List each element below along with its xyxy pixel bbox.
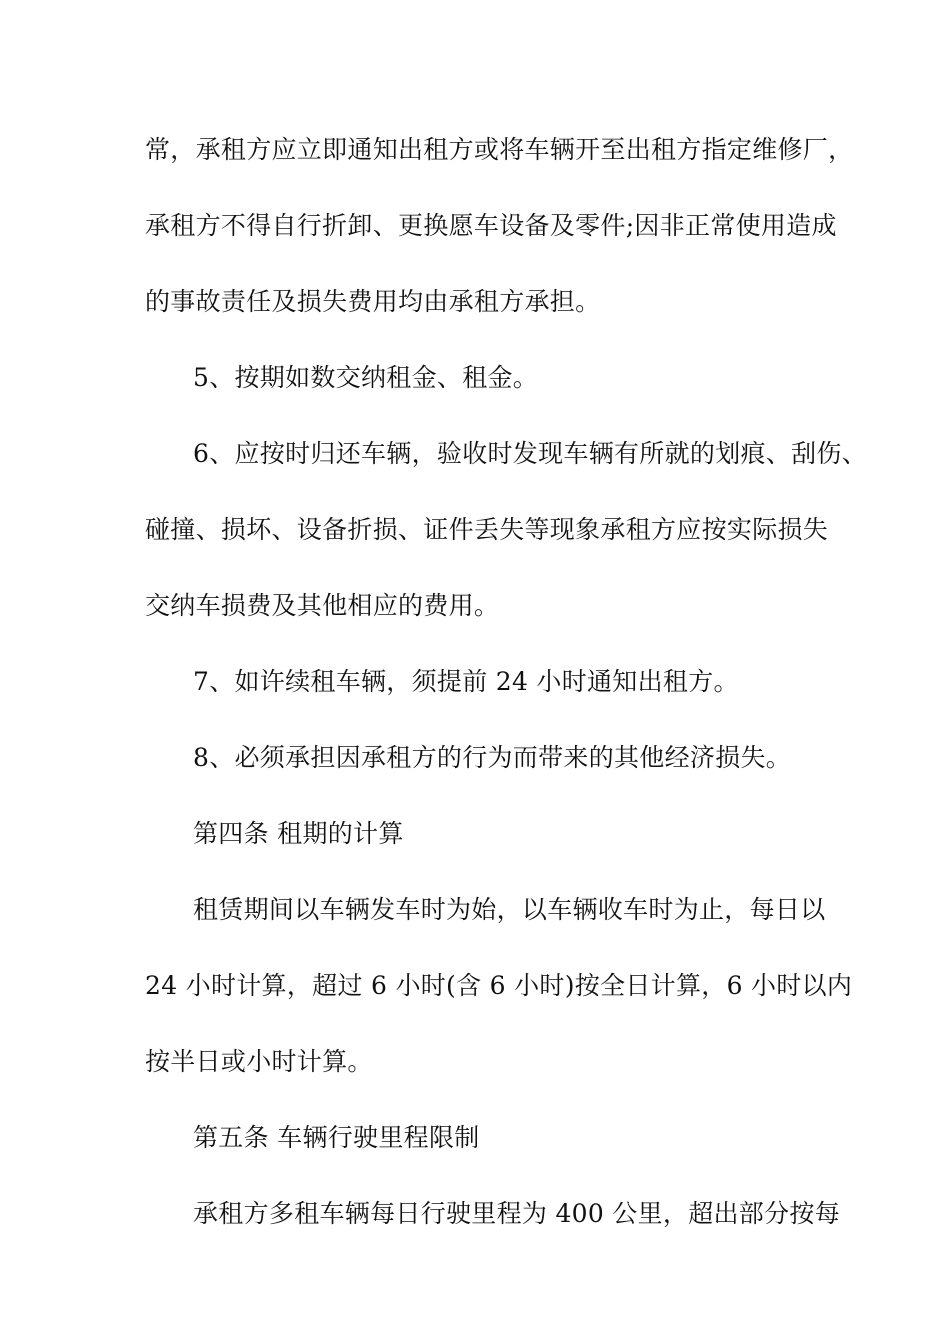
- list-item-6: 6、应按时归还车辆，验收时发现车辆有所就的划痕、刮伤、: [193, 439, 868, 468]
- text-line: 常，承租方应立即通知出租方或将车辆开至出租方指定维修厂，: [145, 135, 854, 164]
- text-line: 碰撞、损坏、设备折损、证件丢失等现象承租方应按实际损失: [145, 515, 829, 544]
- paragraph-line: 租赁期间以车辆发车时为始，以车辆收车时为止，每日以: [193, 895, 826, 924]
- section-heading-5: 第五条 车辆行驶里程限制: [193, 1123, 480, 1152]
- text-line: 的事故责任及损失费用均由承租方承担。: [145, 287, 601, 316]
- text-line: 交纳车损费及其他相应的费用。: [145, 591, 500, 620]
- paragraph-line: 承租方多租车辆每日行驶里程为 400 公里，超出部分按每: [193, 1199, 841, 1228]
- section-heading-4: 第四条 租期的计算: [193, 819, 404, 848]
- list-item-7: 7、如许续租车辆，须提前 24 小时通知出租方。: [193, 667, 739, 696]
- text-line: 按半日或小时计算。: [145, 1047, 373, 1076]
- list-item-5: 5、按期如数交纳租金、租金。: [193, 363, 539, 392]
- text-line: 承租方不得自行折卸、更换愿车设备及零件;因非正常使用造成: [145, 211, 837, 240]
- text-line: 24 小时计算，超过 6 小时(含 6 小时)按全日计算，6 小时以内: [145, 971, 853, 1000]
- list-item-8: 8、必须承担因承租方的行为而带来的其他经济损失。: [193, 743, 792, 772]
